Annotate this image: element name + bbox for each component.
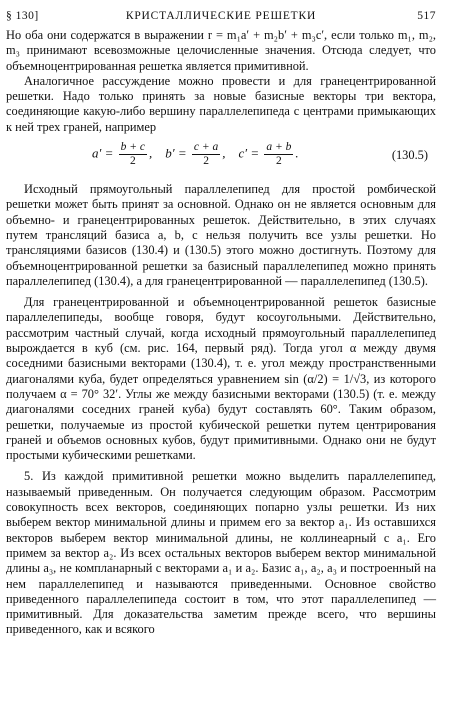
equation-130-5 bbox=[6, 141, 436, 174]
equation-number: (130.5) bbox=[391, 148, 428, 163]
equation-separator: , bbox=[222, 145, 226, 161]
section-marker: § 130] bbox=[6, 10, 39, 22]
paragraph: Аналогичное рассуждение можно провести и для гранецентрированной решетки. Надо только принять за новые базисные векторы три вектора, соединяющие какую-либо вершину параллелепипеда с центрами примыкающих к ней трех граней, например bbox=[6, 73, 436, 134]
fraction-denominator: 2 bbox=[129, 155, 136, 168]
page-body bbox=[6, 28, 436, 638]
paragraph: Для гранецентрированной и объемноцентрированной решеток базисные параллелепипеды, вообще говоря, будут косоугольными. Действительно, рассмотрим частный случай, когда исходный прямоугольный параллелепипед вырождается в куб (см. рис. 164, первый ряд). Тогда угол α между двумя соседними базисными векторами (130.4), т. е. угол между пространственными диагоналями куба, будет определяться уравнением sin (α/2) = 1/√3, из которого получаем α = 70° 32′. Углы же между базисными векторами (130.5) (т. е. между диагоналями соседних граней куба) будут составлять 60°. Таким образом, решетки, получаемые из простой кубической решетки путем центрирования граней и объемов основных кубов, будут примитивными. Однако они не будут простыми кубическими решетками. bbox=[6, 295, 436, 463]
fraction-numerator: b + c bbox=[120, 141, 145, 154]
fraction-denominator: 2 bbox=[203, 155, 209, 168]
paragraph: Исходный прямоугольный параллелепипед для простой ромбической решетки может быть принят за основной. Однако он не является основным для объемно- и гранецентрированных решеток. Действительно, в этих случаях путем трансляций базиса a, b, c нельзя получить все узлы решетки. Но трансляциями базисов (130.4) и (130.5) этого можно достигнуть. Поэтому для объемноцентрированной решетки за базисный параллелепипед можно принять параллелепипед (130.4), а для гранецентрированной — параллелепипед (130.5). bbox=[6, 182, 436, 288]
equation-separator: , bbox=[149, 145, 153, 161]
fraction-denominator: 2 bbox=[276, 155, 282, 168]
chapter-title: КРИСТАЛЛИЧЕСКИЕ РЕШЕТКИ bbox=[125, 10, 317, 22]
paragraph-item-5: 5. Из каждой примитивной решетки можно выделить параллелепипед, называемый приведенным. Он получается следующим образом. Рассмотрим совокупность всех векторов, соединяющих попарно узлы решетки. Из них выберем вектор минимальной длины и примем его за вектор a₁. Из оставшихся векторов выберем вектор минимальной длины, не коллинеарный с a₁. Его примем за вектор a₂. Из всех остальных векторов выберем вектор минимальной длины a₃, не компланарный с векторами a₁ и a₂. Базис a₁, a₂, a₃ и построенный на нем параллелепипед и называются приведенными. Основное свойство приведенного параллелепипеда состоит в том, что этот параллелепипед — примитивный. Для доказательства заметим прежде всего, что вершины приведенного, как и всякого bbox=[6, 469, 436, 637]
equation-separator: . bbox=[295, 145, 299, 161]
page-number: 517 bbox=[417, 10, 436, 22]
fraction-numerator: a + b bbox=[266, 141, 292, 154]
running-head bbox=[6, 6, 436, 28]
fraction bbox=[264, 141, 293, 168]
paragraph-continued: Но оба они содержатся в выражении r = m₁a′ + m₂b′ + m₃c′, если только m₁, m₂, m₃ принимают всевозможные целочисленные значения. Отсюда следует, что объемноцентрированная решетка является примитивной. bbox=[6, 28, 436, 73]
fraction-numerator: c + a bbox=[193, 141, 219, 154]
equation-body bbox=[92, 141, 299, 168]
fraction bbox=[119, 141, 147, 168]
fraction bbox=[192, 141, 220, 168]
equation-lhs-b: b′ = bbox=[165, 145, 187, 161]
equation-lhs-c: c′ = bbox=[238, 145, 260, 161]
equation-lhs-a: a′ = bbox=[92, 145, 114, 161]
